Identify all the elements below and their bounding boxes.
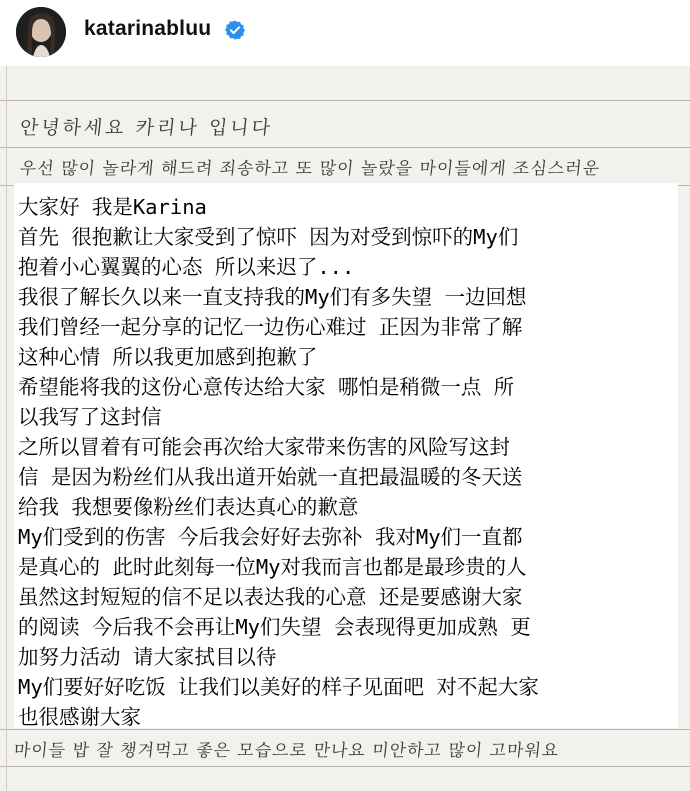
username[interactable]: katarinabluu <box>84 17 212 40</box>
translation-line: 的阅读 今后我不会再让My们失望 会表现得更加成熟 更 <box>18 615 531 639</box>
verified-badge-icon <box>224 19 246 41</box>
notebook-margin <box>6 66 7 791</box>
handwritten-line-2: 우선 많이 놀라게 해드려 죄송하고 또 많이 놀랐을 마이들에게 조심스러운 <box>18 159 602 179</box>
translation-line: 虽然这封短短的信不足以表达我的心意 还是要感谢大家 <box>18 585 523 609</box>
translation-line: 信 是因为粉丝们从我出道开始就一直把最温暖的冬天送 <box>18 465 523 489</box>
translation-line: My们受到的伤害 今后我会好好去弥补 我对My们一直都 <box>18 525 523 549</box>
handwritten-greeting: 안녕하세요 카리나 입니다 <box>18 117 274 139</box>
post-header <box>0 0 690 62</box>
translation-line: 大家好 我是Karina <box>18 195 207 219</box>
translation-line: 希望能将我的这份心意传达给大家 哪怕是稍微一点 所 <box>18 375 515 399</box>
ruled-line <box>0 100 690 101</box>
translation-line: 抱着小心翼翼的心态 所以来迟了... <box>18 255 355 279</box>
translation-line: My们要好好吃饭 让我们以美好的样子见面吧 对不起大家 <box>18 675 539 699</box>
translation-line: 加努力活动 请大家拭目以待 <box>18 645 277 669</box>
translation-line: 我很了解长久以来一直支持我的My们有多失望 一边回想 <box>18 285 527 309</box>
translation-line: 这种心情 所以我更加感到抱歉了 <box>18 345 318 369</box>
translation-line: 之所以冒着有可能会再次给大家带来伤害的风险写这封 <box>18 435 510 459</box>
ruled-line <box>0 147 690 148</box>
translation-line: 首先 很抱歉让大家受到了惊吓 因为对受到惊吓的My们 <box>18 225 519 249</box>
translation-line: 我们曾经一起分享的记忆一边伤心难过 正因为非常了解 <box>18 315 523 339</box>
translation-line: 以我写了这封信 <box>18 405 162 429</box>
translation-line: 给我 我想要像粉丝们表达真心的歉意 <box>18 495 359 519</box>
translation-box <box>14 183 678 728</box>
translation-line: 也很感谢大家 <box>18 705 141 729</box>
handwritten-closing: 마이들 밥 잘 챙겨먹고 좋은 모습으로 만나요 미안하고 많이 고마워요 <box>12 741 561 761</box>
ruled-line <box>0 766 690 767</box>
avatar[interactable] <box>16 7 66 57</box>
translation-line: 是真心的 此时此刻每一位My对我而言也都是最珍贵的人 <box>18 555 527 579</box>
